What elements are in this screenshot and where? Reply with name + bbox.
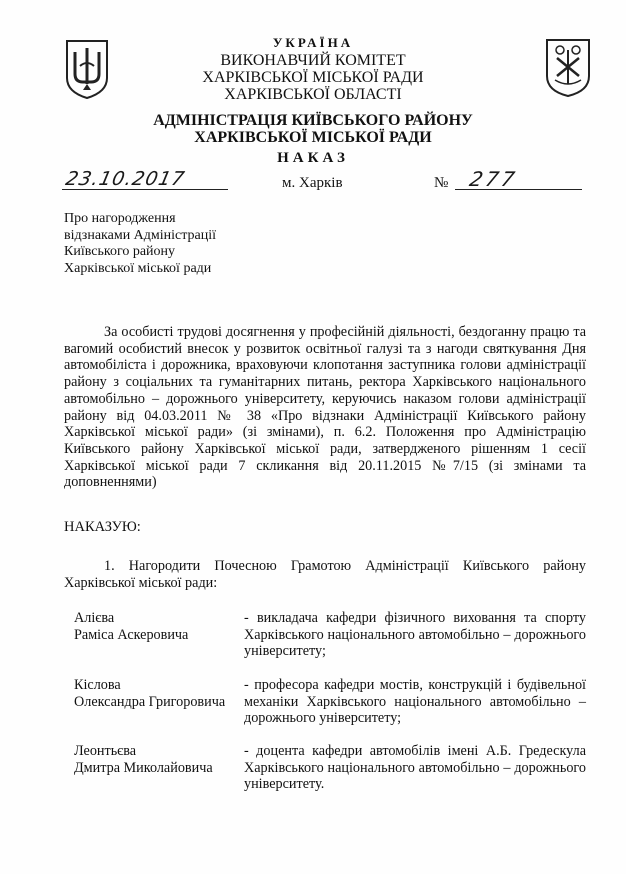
- order-point-1: [64, 558, 586, 592]
- awardee-entry: [64, 743, 586, 793]
- committee-line: ВИКОНАВЧИЙ КОМІТЕТ: [220, 52, 406, 69]
- point-text: 1. Нагородити Почесною Грамотою Адміністрації Київського району Харківської міської ради:: [64, 558, 586, 591]
- awardee-name: [74, 610, 249, 643]
- order-word: НАКАЗУЮ:: [64, 519, 141, 535]
- document-type-title: НАКАЗ: [277, 150, 349, 166]
- awardee-surname: Кіслова: [74, 677, 121, 693]
- subject-line: Про нагородження: [64, 211, 176, 226]
- awardee-given-names: Раміса Аскеровича: [74, 626, 189, 643]
- committee-name: [0, 52, 626, 103]
- awardee-position: - доцента кафедри автомобілів імені А.Б. Гредескула Харківського національного автомобільно – дорожнього університету.: [244, 743, 586, 792]
- subject-line: Київського району: [64, 244, 176, 259]
- awardee-surname: Леонтьєва: [74, 743, 137, 759]
- subject-line: відзнаками Адміністрації: [64, 227, 217, 243]
- awardee-entry: [64, 677, 586, 727]
- committee-line: ХАРКІВСЬКОЇ МІСЬКОЇ РАДИ: [202, 69, 424, 86]
- admin-line: ХАРКІВСЬКОЇ МІСЬКОЇ РАДИ: [194, 129, 432, 146]
- date-underline: [62, 189, 228, 190]
- awardee-given-names: Олександра Григоровича: [74, 693, 226, 710]
- administration-name: [0, 112, 626, 146]
- preamble: [64, 324, 586, 491]
- city: м. Харків: [282, 175, 343, 191]
- handwritten-date: 23.10.2017: [63, 168, 188, 190]
- number-underline: [455, 189, 582, 190]
- awardee-position: - професора кафедри мостів, конструкцій і будівельної механіки Харківського національного автомобільно – дорожнього університету;: [244, 677, 586, 726]
- handwritten-number: 277: [467, 167, 520, 191]
- awardee-name: [74, 743, 249, 776]
- awardee-given-names: Дмитра Миколайовича: [74, 759, 213, 776]
- awardee-entry: [64, 610, 586, 660]
- awardee-position: - викладача кафедри фізичного виховання та спорту Харківського національного автомобільно – дорожнього університету;: [244, 610, 586, 659]
- committee-line: ХАРКІВСЬКОЇ ОБЛАСТІ: [224, 86, 402, 103]
- subject-line: Харківської міської ради: [64, 260, 212, 276]
- country-name: УКРАЇНА: [272, 35, 354, 50]
- preamble-paragraph: За особисті трудові досягнення у професійній діяльності, бездоганну працю та вагомий особистий внесок у розвиток освітньої галузі та з нагоди святкування Дня автомобіліста і дорожника, враховуючи клопотання заступника голови адміністрації району з соціальних та гуманітарних питань, ректора Харківського національного автомобільно – дорожнього університету, керуючись наказом голови адміністрації району від 04.03.2011 № 38 «Про відзнаки Адміністрації Київського району Харківської міської ради» (зі змінами), п. 6.2. Положення про Адміністрацію Київського району Харківської міської ради, затвердженого рішенням 1 сесії Харківської міської ради 7 скликання від 20.11.2015 №7/15 (зі змінами та доповненнями): [64, 324, 586, 491]
- awardee-name: [74, 677, 249, 710]
- order-subject: [64, 211, 216, 277]
- awardee-surname: Алієва: [74, 610, 115, 626]
- admin-line: АДМІНІСТРАЦІЯ КИЇВСЬКОГО РАЙОНУ: [153, 112, 473, 129]
- number-sign: №: [434, 175, 449, 191]
